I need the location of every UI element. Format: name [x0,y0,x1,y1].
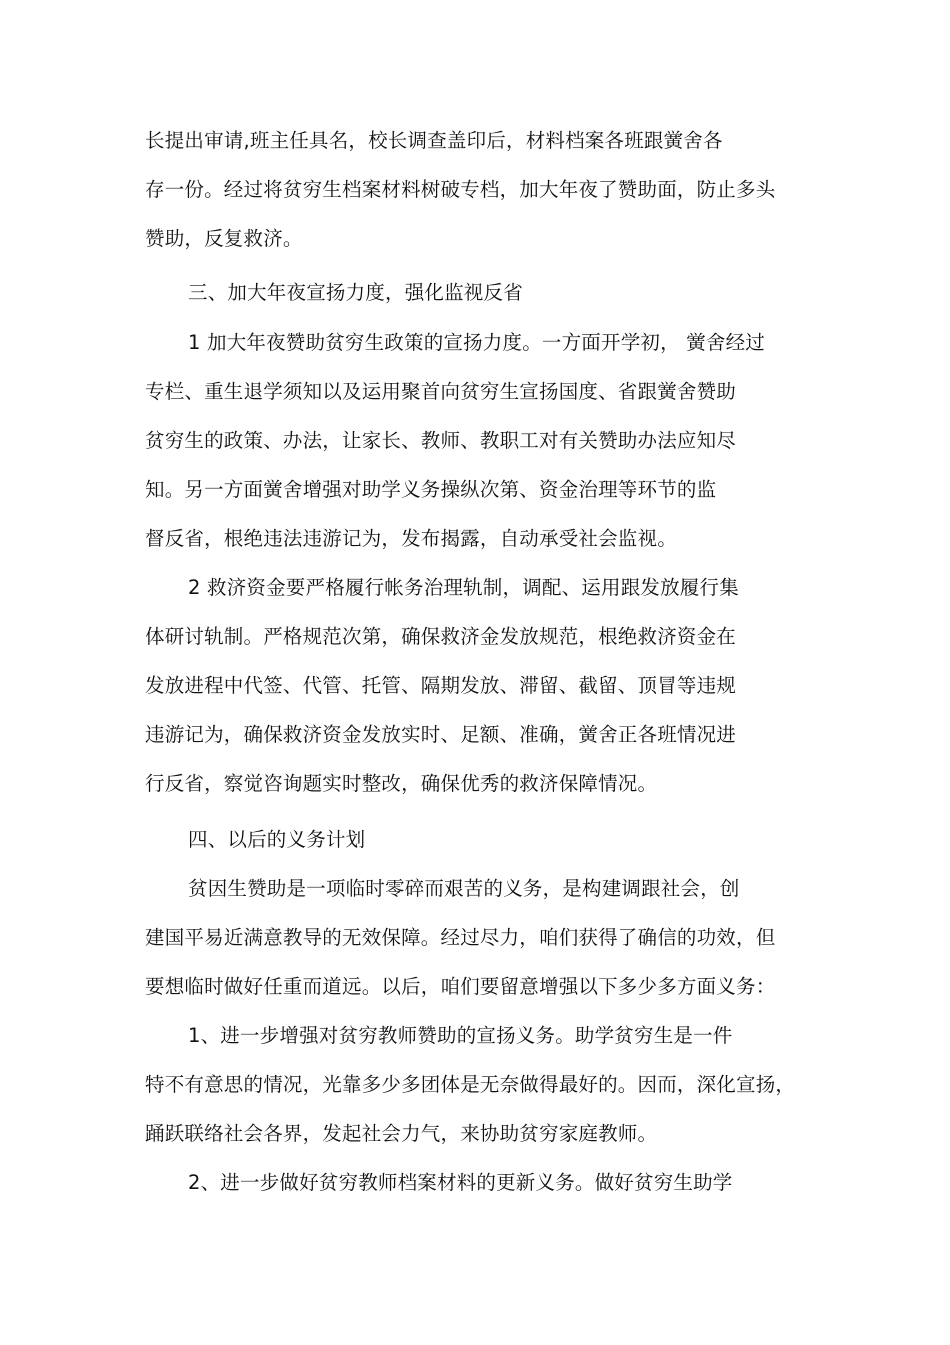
text-line: 发放进程中代签、代管、托管、隔期发放、滞留、截留、顶冒等违规 [145,674,737,697]
text-line: 1 加大年夜赞助贫穷生政策的宣扬力度。一方面开学初， 黉舍经过 [188,331,766,354]
text-line: 体研讨轨制。严格规范次第，确保救济金发放规范，根绝救济资金在 [145,625,737,648]
text-line: 存一份。经过将贫穷生档案材料树破专档，加大年夜了赞助面，防止多头 [145,178,776,201]
text-line: 1、进一步增强对贫穷教师赞助的宣扬义务。助学贫穷生是一件 [188,1024,733,1047]
text-line: 2 救济资金要严格履行帐务治理轨制，调配、运用跟发放履行集 [188,576,739,599]
text-line: 建国平易近满意教导的无效保障。经过尽力，咱们获得了确信的功效，但 [145,926,776,949]
text-line: 专栏、重生退学须知以及运用聚首向贫穷生宣扬国度、省跟黉舍赞助 [145,380,737,403]
text-line: 要想临时做好任重而道远。以后，咱们要留意增强以下多少多方面义务： [145,975,776,998]
section-heading: 四、以后的义务计划 [188,828,366,851]
text-line: 特不有意思的情况，光靠多少多团体是无奈做得最好的。因而，深化宣扬， [145,1073,796,1096]
text-line: 2、进一步做好贫穷教师档案材料的更新义务。做好贫穷生助学 [188,1171,733,1194]
text-line: 长提出审请,班主任具名，校长调查盖印后，材料档案各班跟黉舍各 [145,129,723,152]
text-line: 督反省，根绝违法违游记为，发布揭露，自动承受社会监视。 [145,527,677,550]
section-heading: 三、加大年夜宣扬力度，强化监视反省 [188,281,523,304]
text-line: 贫因生赞助是一项临时零碎而艰苦的义务，是构建调跟社会，创 [188,877,740,900]
text-line: 违游记为，确保救济资金发放实时、足额、准确，黉舍正各班情况进 [145,723,737,746]
text-line: 知。另一方面黉舍增强对助学义务操纵次第、资金治理等环节的监 [145,478,717,501]
text-line: 行反省，察觉咨询题实时整改，确保优秀的救济保障情况。 [145,772,658,795]
text-line: 贫穷生的政策、办法，让家长、教师、教职工对有关赞助办法应知尽 [145,429,737,452]
text-line: 赞助，反复救济。 [145,227,303,250]
text-line: 踊跃联络社会各界，发起社会力气，来协助贫穷家庭教师。 [145,1122,658,1145]
